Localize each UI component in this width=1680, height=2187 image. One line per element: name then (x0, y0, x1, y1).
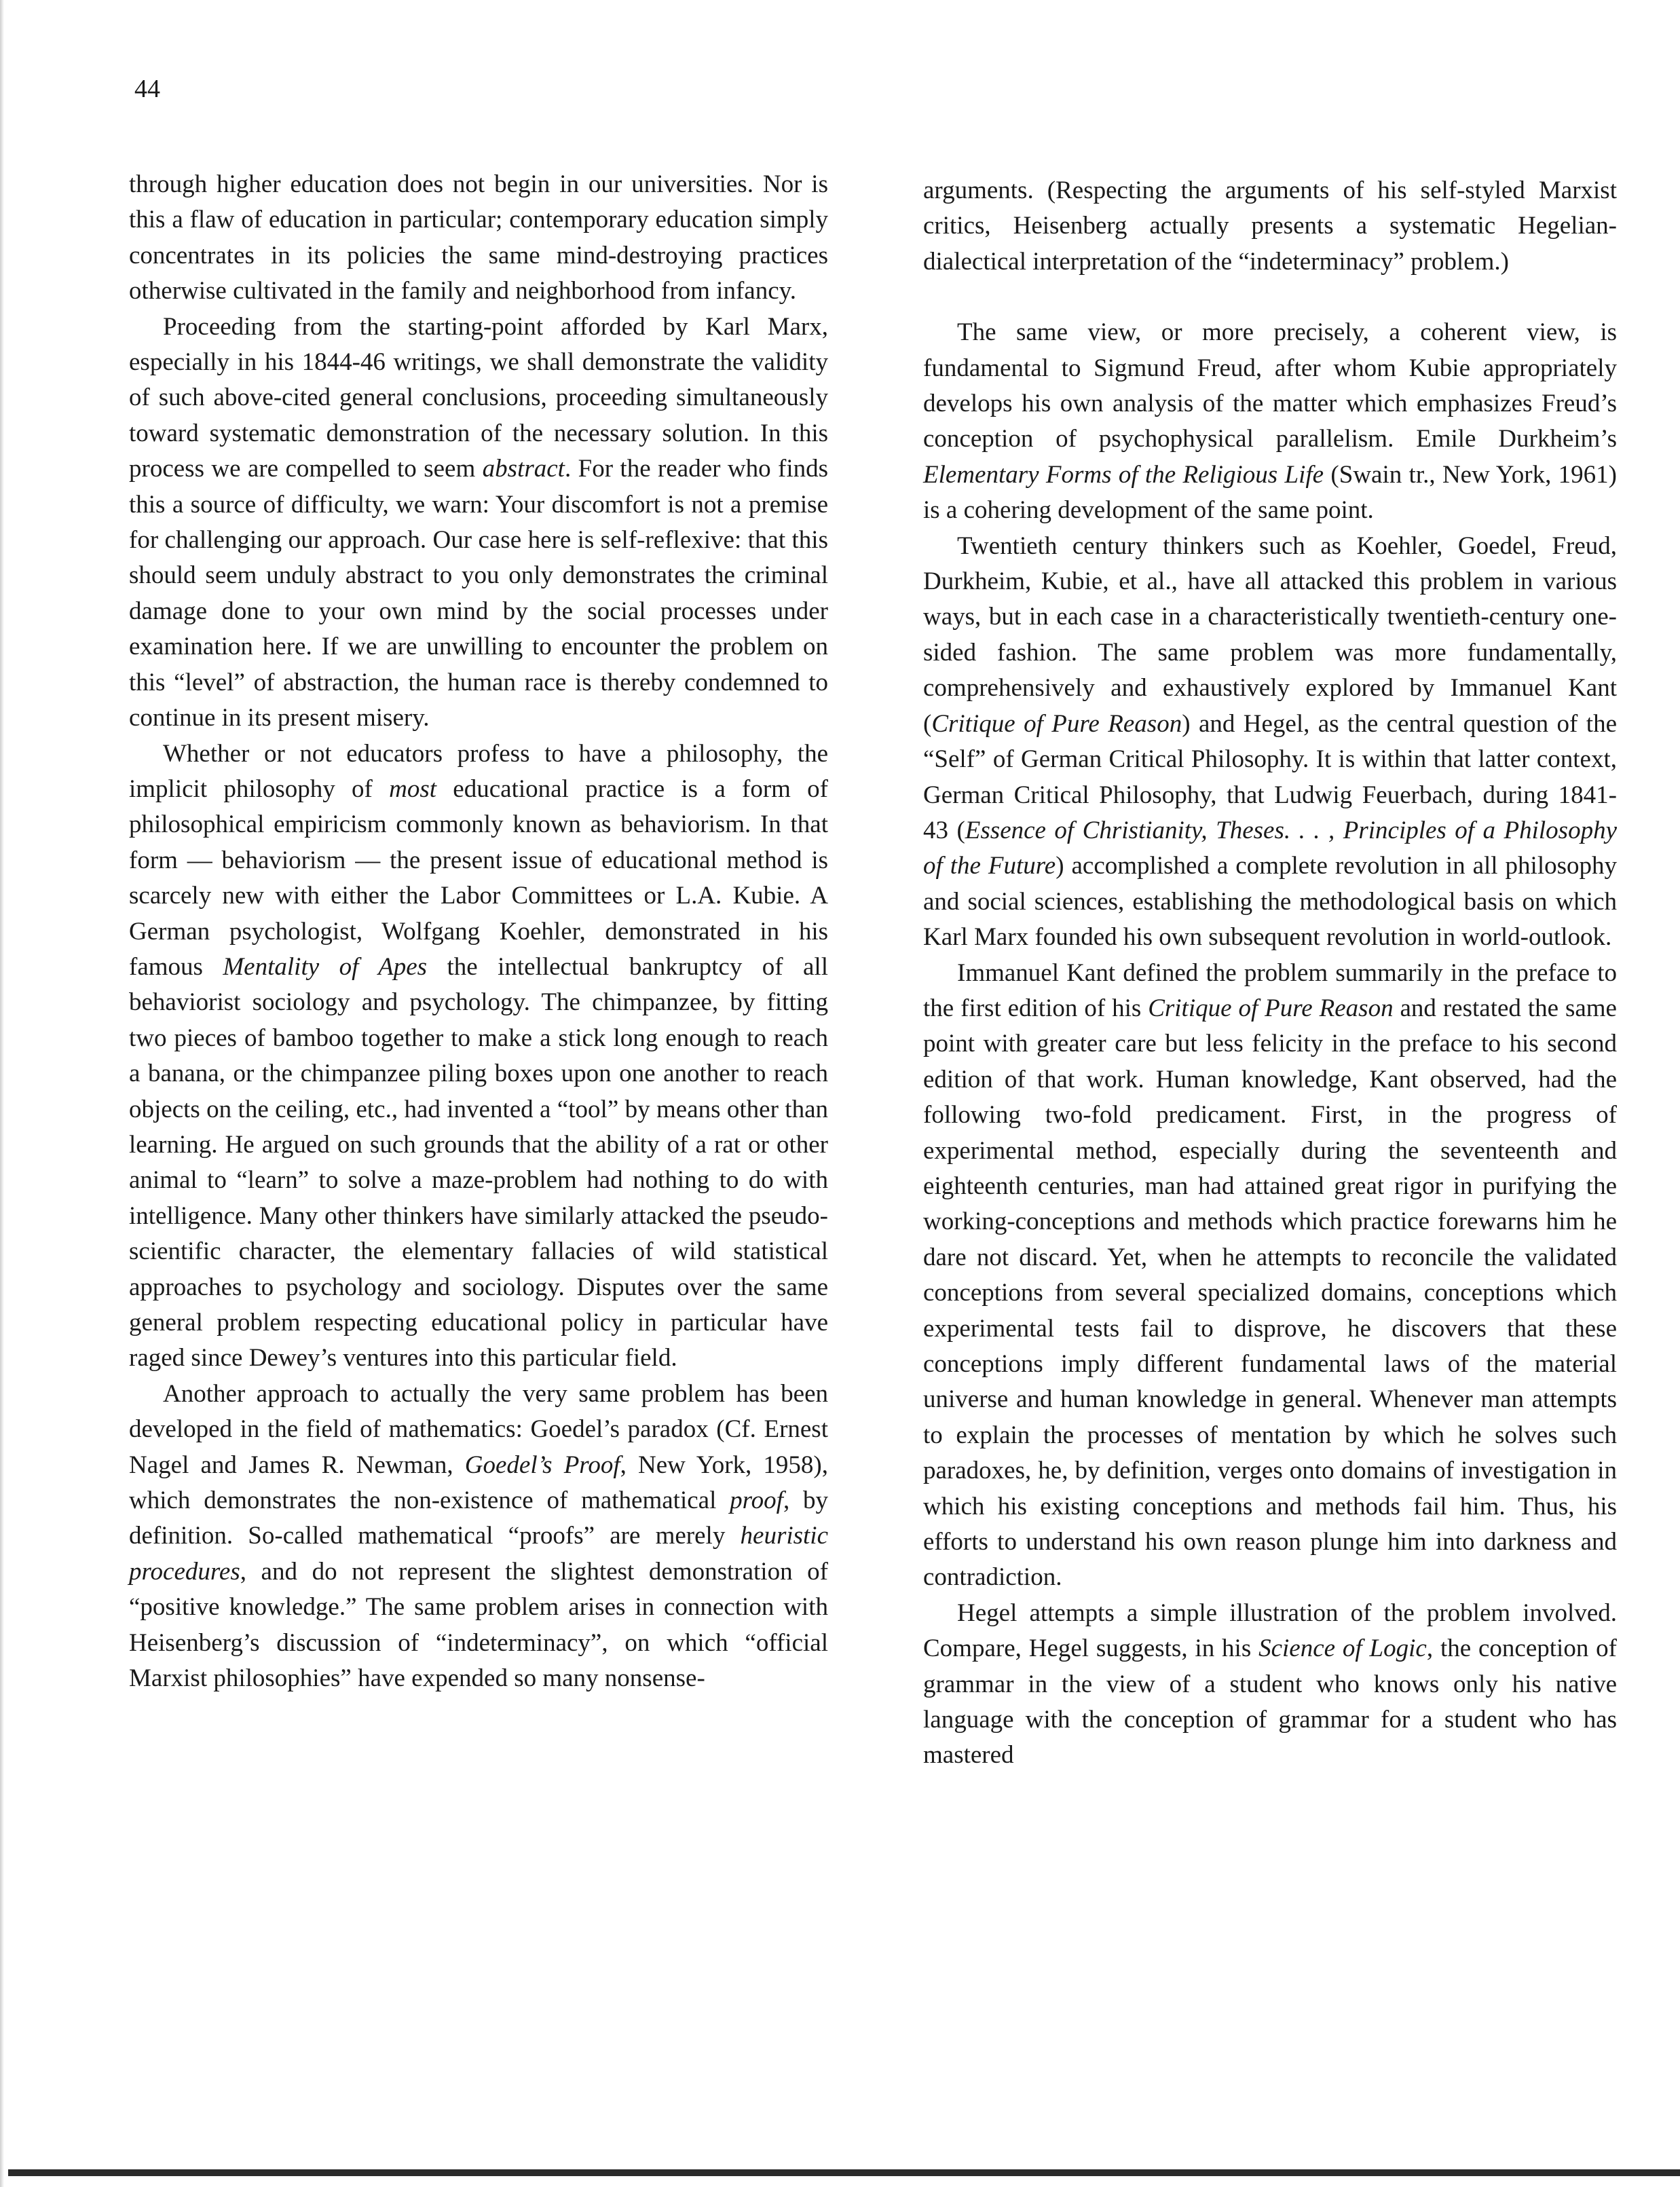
paragraph (923, 956, 1617, 1596)
paragraph (129, 736, 828, 1377)
text-run: , by definition. So-called mathematical “proofs” are merely (129, 1487, 829, 1550)
italic-text: Critique of Pure Reason (931, 709, 1182, 738)
text-run: and restated the same point with greater care but less felicity in the preface to his second edition of that work. Human knowledge, Kant observed, had the following two-fold predicament. First, in the progress of experimental method, especially during the seventeenth and eighteenth centuries, man had attained great rigor in purifying the working-conceptions and methods which practice forewarns him he dare not discard. Yet, when he attempts to reconcile the validated conceptions from several specialized domains, conceptions which experimental tests fail to disprove, he discovers that these conceptions imply different fundamental laws of the material universe and human knowledge in general. Whenever man attempts to explain the processes of mentation by which he solves such paradoxes, he, by definition, verges onto domains of investigation in which his existing conceptions and methods fail him. Thus, his efforts to understand his own reason plunge him into darkness and contradiction. (923, 994, 1617, 1592)
text-run: Proceeding from the starting-point afforded by Karl Marx, especially in his 1844-46 writings, we shall demonstrate the validity of such above-cited general conclusions, proceeding simultaneously toward systematic demonstration of the necessary solution. In this process we are compelled to seem (129, 312, 828, 483)
italic-text: Critique of Pure Reason (1148, 994, 1394, 1022)
text-run: ) accomplished a complete revolution in all philosophy and social sciences, establishing the methodological basis on which Karl Marx founded his own subsequent revolution in world-outlook. (923, 852, 1617, 952)
text-run: educational practice is a form of philosophical empiricism commonly known as behaviorism. In that form — behaviorism — the present issue of educational method is scarcely new with either the Labor Committees or L.A. Kubie. A German psychologist, Wolfgang Koehler, demonstrated in his famous (129, 774, 828, 981)
page-edge-shadow (0, 0, 4, 2187)
paragraph (129, 1377, 828, 1697)
paragraph (129, 310, 828, 736)
italic-text: Goedel’s Proof (464, 1451, 620, 1479)
italic-text: Science of Logic (1258, 1634, 1427, 1663)
paragraph (923, 173, 1617, 280)
left-column (129, 167, 828, 1696)
italic-text: heuristic procedures (129, 1522, 828, 1586)
paragraph (923, 529, 1617, 956)
text-run: arguments. (Respecting the arguments of his self-styled Marxist critics, Heisenberg actually presents a systematic Hegelian-dialectical interpretation of the “indeterminacy” problem.) (923, 176, 1617, 276)
italic-text: most (389, 774, 437, 803)
text-run: . For the reader who finds this a source of difficulty, we warn: Your discomfort is not a premise for challenging our approach. Our case here is self-reflexive: that this should seem unduly abstract to you only demonstrates the criminal damage done to your own mind by the social processes under examination here. If we are unwilling to encounter the problem on this “level” of abstraction, the human race is thereby condemned to continue in its present misery. (129, 455, 829, 732)
text-run: through higher education does not begin in our universities. Nor is this a flaw of education in particular; contemporary education simply concentrates in its policies the same mind-destroying practices otherwise cultivated in the family and neighborhood from infancy. (129, 170, 828, 305)
text-run: The same view, or more precisely, a coherent view, is fundamental to Sigmund Freud, after whom Kubie appropriately develops his own analysis of the matter which emphasizes Freud’s conception of psychophysical parallelism. Emile Durkheim’s (923, 318, 1617, 453)
page-number: 44 (134, 75, 160, 103)
italic-text: Essence of Christianity, Theses. . . , Principles of a Philosophy of the Future (923, 816, 1617, 880)
text-run: (Swain tr., New York, 1961) is a cohering development of the same point. (923, 460, 1617, 525)
paragraph (923, 315, 1617, 528)
text-run: , the conception of grammar in the view of a student who knows only his native language with the conception of grammar for a student who has mastered (923, 1634, 1618, 1770)
italic-text: Elementary Forms of the Religious Life (923, 460, 1324, 489)
bottom-rule (8, 2169, 1680, 2176)
italic-text: Mentality of Apes (223, 952, 428, 981)
italic-text: proof (730, 1487, 783, 1515)
text-run: , and do not represent the slightest demonstration of “positive knowledge.” The same problem arises in connection with Heisenberg’s discussion of “indeterminacy”, on which “official Marxist philosophies” have expended so many nonsense- (129, 1557, 828, 1693)
text-run: Hegel attempts a simple illustration of the problem involved. Compare, Hegel suggests, in his (923, 1599, 1617, 1663)
text-run: the intellectual bankruptcy of all behaviorist sociology and psychology. The chimpanzee, by fitting two pieces of bamboo together to make a stick long enough to reach a banana, or the chimpanzee piling boxes upon one another to reach objects on the ceiling, etc., had invented a “tool” by means other than learning. He argued on such grounds that the ability of a rat or other animal to “learn” to solve a maze-problem had nothing to do with intelligence. Many other thinkers have similarly attacked the pseudo-scientific character, the elementary fallacies of wild statistical approaches to psychology and sociology. Disputes over the same general problem respecting educational policy in particular have raged since Dewey’s ventures into this particular field. (129, 952, 828, 1372)
text-run: ) and Hegel, as the central question of the “Self” of German Critical Philosophy. It is within that latter context, German Critical Philosophy, that Ludwig Feuerbach, during 1841-43 ( (923, 709, 1618, 844)
text-run: Whether or not educators profess to have a philosophy, the implicit philosophy of (129, 739, 828, 803)
right-column (923, 173, 1617, 1774)
text-run: Immanuel Kant defined the problem summarily in the preface to the first edition of his (923, 958, 1617, 1022)
text-run: Another approach to actually the very same problem has been developed in the field of mathematics: Goedel’s paradox (Cf. Ernest Nagel and James R. Newman, (129, 1379, 828, 1479)
text-run: , New York, 1958), which demonstrates the non-existence of mathematical (129, 1451, 829, 1515)
paragraph (923, 1596, 1617, 1774)
paragraph (129, 167, 828, 310)
text-run: Twentieth century thinkers such as Koehler, Goedel, Freud, Durkheim, Kubie, et al., have all attacked this problem in various ways, but in each case in a characteristically twentieth-century one-sided fashion. The same problem was more fundamentally, comprehensively and exhaustively explored by Immanuel Kant ( (923, 531, 1617, 738)
italic-text: abstract (482, 455, 565, 483)
